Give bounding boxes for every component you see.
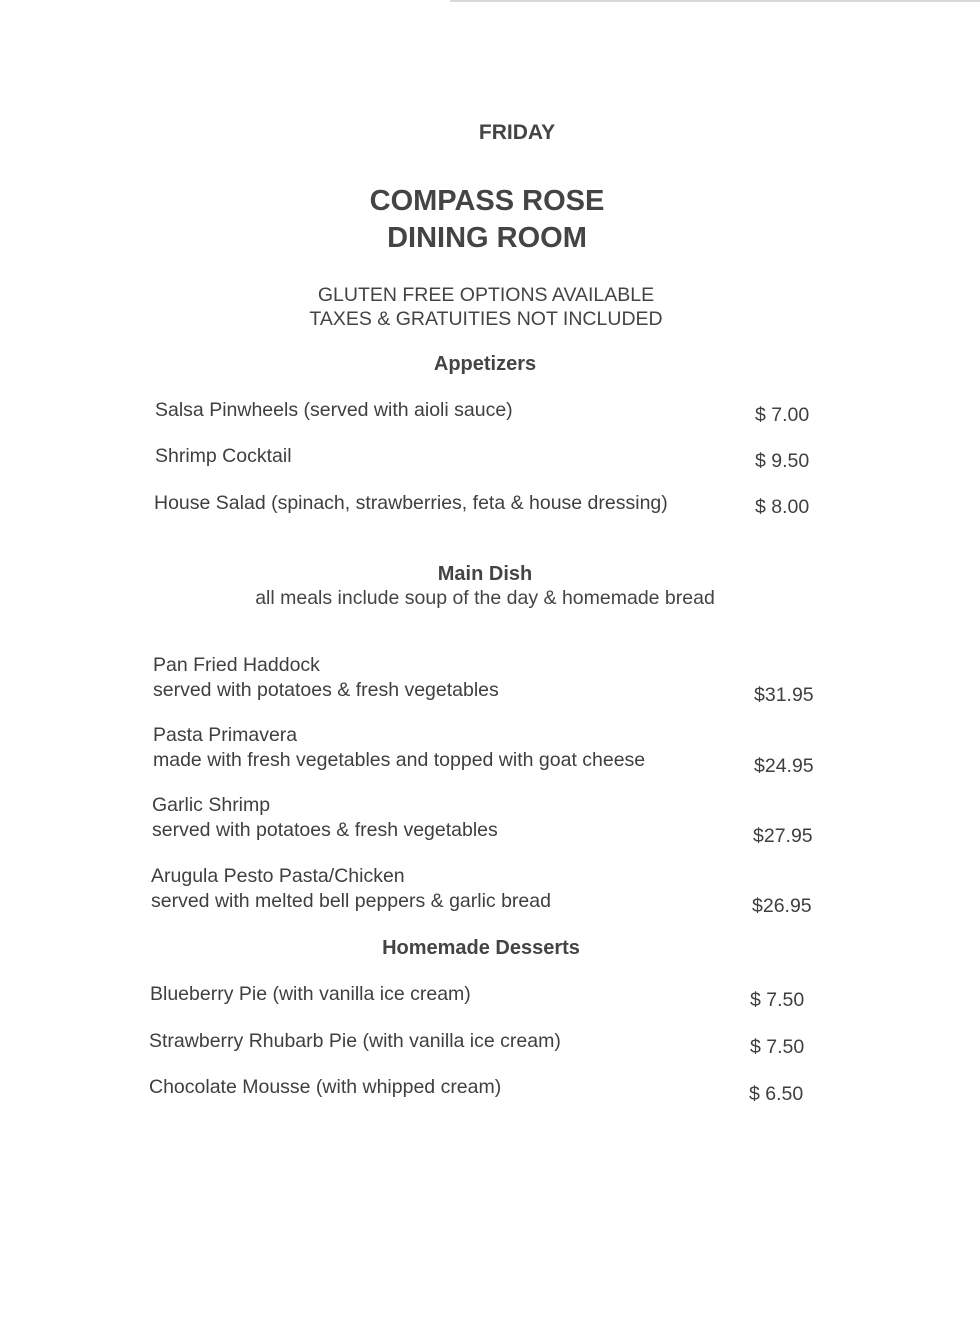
main-item-desc: made with fresh vegetables and topped with goat cheese [153, 749, 646, 771]
notice-taxes: TAXES & GRATUITIES NOT INCLUDED [309, 308, 663, 330]
dessert-item-price: $ 6.50 [749, 1083, 804, 1105]
main-item-name: Pasta Primavera [153, 724, 298, 746]
main-item [153, 723, 645, 773]
menu-notice [0, 283, 972, 331]
appetizer-item-name: Shrimp Cocktail [155, 445, 292, 467]
appetizer-item-price: $ 7.00 [755, 404, 810, 426]
title-line-2: DINING ROOM [387, 222, 587, 254]
dessert-item-name: Chocolate Mousse (with whipped cream) [149, 1076, 502, 1098]
main-item-price: $26.95 [752, 895, 812, 917]
dessert-item-price: $ 7.50 [750, 1036, 805, 1058]
main-item [151, 864, 551, 914]
main-item-price: $27.95 [753, 825, 813, 847]
main-item [153, 653, 499, 703]
appetizers-heading: Appetizers [433, 353, 537, 375]
menu-day: FRIDAY [478, 121, 556, 144]
main-item-desc: served with potatoes & fresh vegetables [152, 819, 498, 841]
main-item-name: Garlic Shrimp [152, 794, 271, 816]
dessert-item-name: Blueberry Pie (with vanilla ice cream) [150, 983, 471, 1005]
main-dish-heading: Main Dish [437, 563, 533, 585]
scan-edge-line [450, 0, 980, 2]
appetizer-item-price: $ 9.50 [755, 450, 810, 472]
main-item [152, 793, 498, 843]
main-dish-subheading: all meals include soup of the day & homemade bread [255, 587, 715, 609]
main-item-price: $24.95 [754, 755, 814, 777]
notice-gluten-free: GLUTEN FREE OPTIONS AVAILABLE [317, 284, 655, 306]
main-item-desc: served with melted bell peppers & garlic bread [151, 890, 551, 912]
appetizer-item-name: House Salad (spinach, strawberries, feta & house dressing) [154, 492, 668, 514]
main-item-price: $31.95 [754, 684, 814, 706]
appetizer-item-name: Salsa Pinwheels (served with aioli sauce) [155, 399, 513, 421]
main-item-desc: served with potatoes & fresh vegetables [153, 679, 499, 701]
title-line-1: COMPASS ROSE [369, 185, 605, 217]
main-item-name: Arugula Pesto Pasta/Chicken [151, 865, 405, 887]
appetizer-item-price: $ 8.00 [755, 496, 810, 518]
main-item-name: Pan Fried Haddock [153, 654, 320, 676]
desserts-heading: Homemade Desserts [382, 937, 580, 959]
restaurant-title [0, 183, 974, 257]
dessert-item-name: Strawberry Rhubarb Pie (with vanilla ice cream) [149, 1030, 561, 1052]
dessert-item-price: $ 7.50 [750, 989, 805, 1011]
